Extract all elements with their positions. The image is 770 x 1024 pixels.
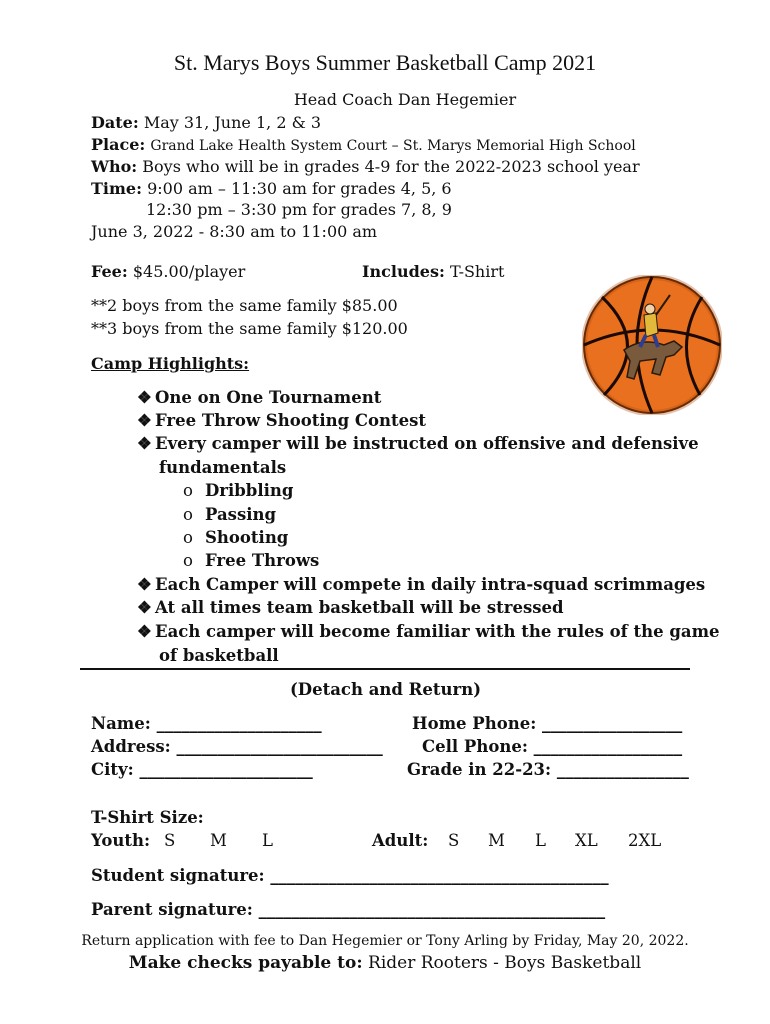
- highlight-6: ❖ Each camper will become familiar with the rules of the game: [137, 622, 720, 641]
- diamond-bullet-icon: ❖: [137, 598, 152, 617]
- family-line-3: **3 boys from the same family $120.00: [91, 319, 408, 338]
- fundamental-4: o Free Throws: [183, 551, 320, 570]
- place-label: Place:: [91, 135, 146, 154]
- includes-line: [362, 262, 504, 281]
- checks-value: Rider Rooters - Boys Basketball: [368, 953, 642, 973]
- checks-line: [0, 953, 770, 973]
- student-signature-field[interactable]: Student signature: _________________________________________: [91, 866, 609, 885]
- who-line: [91, 157, 640, 176]
- sub-bullet-icon: o: [183, 481, 193, 500]
- highlight-1: ❖ One on One Tournament: [137, 388, 382, 407]
- tshirt-label: T-Shirt Size:: [91, 808, 204, 827]
- fundamental-2: o Passing: [183, 505, 277, 524]
- includes-value: T-Shirt: [449, 262, 505, 281]
- extra-date-line: June 3, 2022 - 8:30 am to 11:00 am: [91, 222, 378, 241]
- grade-field[interactable]: Grade in 22-23: ________________: [407, 760, 689, 779]
- diamond-bullet-icon: ❖: [137, 622, 152, 641]
- adult-size-m[interactable]: M: [488, 831, 505, 850]
- highlight-3: ❖ Every camper will be instructed on offensive and defensive: [137, 434, 699, 453]
- highlight-4: ❖ Each Camper will compete in daily intra-squad scrimmages: [137, 575, 706, 594]
- basketball-logo: [582, 275, 722, 415]
- date-line: [91, 113, 321, 132]
- highlight-6-cont: of basketball: [159, 646, 279, 665]
- adult-size-s[interactable]: S: [448, 831, 460, 850]
- fee-label: Fee:: [91, 262, 128, 281]
- cell-phone-field[interactable]: Cell Phone: __________________: [422, 737, 683, 756]
- youth-size-m[interactable]: M: [210, 831, 227, 850]
- who-label: Who:: [91, 157, 138, 176]
- highlight-3-cont: fundamentals: [159, 458, 287, 477]
- sub-bullet-icon: o: [183, 551, 193, 570]
- fundamental-1: o Dribbling: [183, 481, 294, 500]
- adult-size-l[interactable]: L: [535, 831, 546, 850]
- family-line-2: **2 boys from the same family $85.00: [91, 296, 398, 315]
- date-value: May 31, June 1, 2 & 3: [143, 113, 322, 132]
- adult-size-xl[interactable]: XL: [575, 831, 598, 850]
- page-title: St. Marys Boys Summer Basketball Camp 2021: [173, 50, 597, 75]
- youth-size-l[interactable]: L: [262, 831, 273, 850]
- name-field[interactable]: Name: ____________________: [91, 714, 322, 733]
- time-line: [91, 179, 452, 198]
- city-field[interactable]: City: _____________________: [91, 760, 313, 779]
- place-line: [91, 135, 636, 154]
- sub-bullet-icon: o: [183, 528, 193, 547]
- address-field[interactable]: Address: _________________________: [91, 737, 383, 756]
- diamond-bullet-icon: ❖: [137, 434, 152, 453]
- fundamental-3: o Shooting: [183, 528, 289, 547]
- adult-size-2xl[interactable]: 2XL: [628, 831, 662, 850]
- parent-signature-field[interactable]: Parent signature: __________________________________________: [91, 900, 606, 919]
- fee-line: [91, 262, 245, 281]
- includes-label: Includes:: [362, 262, 445, 281]
- diamond-bullet-icon: ❖: [137, 388, 152, 407]
- detach-label: (Detach and Return): [290, 680, 482, 699]
- youth-label: Youth:: [91, 831, 151, 850]
- who-value: Boys who will be in grades 4-9 for the 2022-2023 school year: [142, 157, 640, 176]
- diamond-bullet-icon: ❖: [137, 411, 152, 430]
- time-line-2: 12:30 pm – 3:30 pm for grades 7, 8, 9: [146, 200, 452, 219]
- place-value: Grand Lake Health System Court – St. Marys Memorial High School: [150, 138, 636, 154]
- home-phone-field[interactable]: Home Phone: _________________: [412, 714, 683, 733]
- adult-label: Adult:: [372, 831, 429, 850]
- fee-value: $45.00/player: [132, 262, 246, 281]
- date-label: Date:: [91, 113, 139, 132]
- diamond-bullet-icon: ❖: [137, 575, 152, 594]
- time-value-1: 9:00 am – 11:30 am for grades 4, 5, 6: [147, 179, 452, 198]
- highlights-heading: Camp Highlights:: [91, 354, 250, 373]
- checks-label: Make checks payable to:: [128, 953, 363, 973]
- sub-bullet-icon: o: [183, 505, 193, 524]
- detach-line: [80, 668, 690, 670]
- highlight-2: ❖ Free Throw Shooting Contest: [137, 411, 427, 430]
- time-label: Time:: [91, 179, 142, 198]
- return-instructions: Return application with fee to Dan Hegemier or Tony Arling by Friday, May 20, 2022.: [81, 933, 689, 949]
- youth-size-s[interactable]: S: [164, 831, 176, 850]
- coach-line: Head Coach Dan Hegemier: [293, 90, 517, 109]
- highlight-5: ❖ At all times team basketball will be stressed: [137, 598, 564, 617]
